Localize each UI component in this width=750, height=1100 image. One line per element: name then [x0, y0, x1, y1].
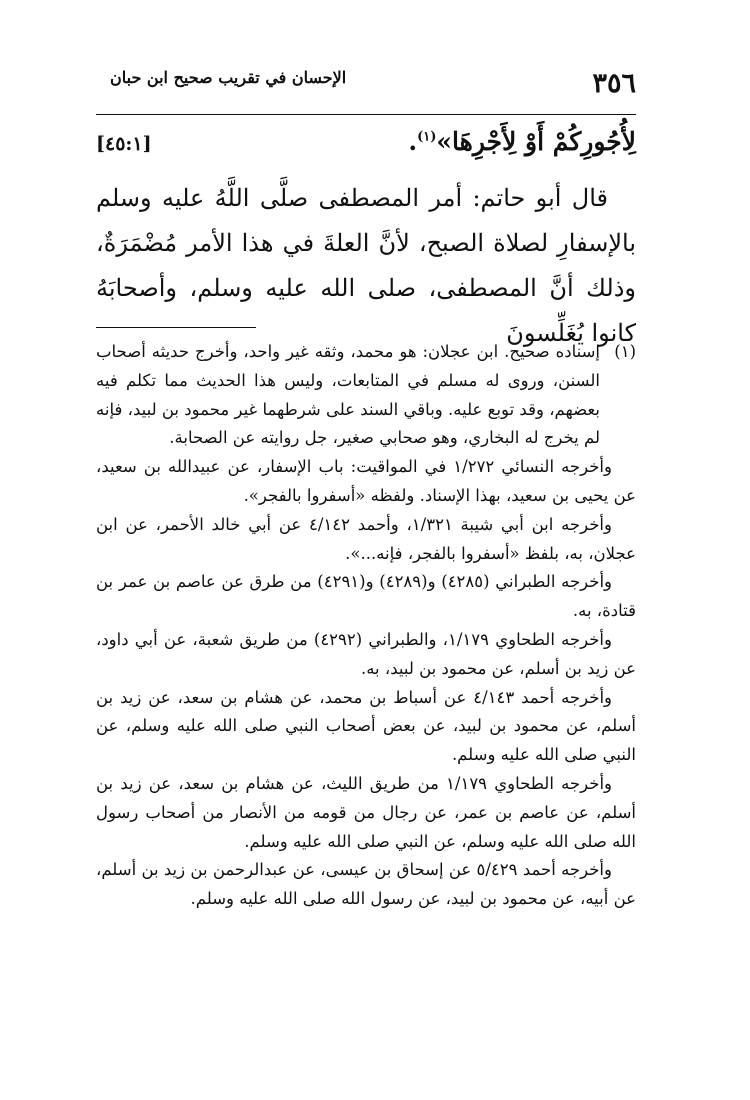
footnote-paragraph: وأخرجه أحمد ٥/٤٢٩ عن إسحاق بن عيسى، عن عبدالرحمن بن زيد بن أسلم، عن أبيه، عن محمود بن لبيد، عن رسول الله صلى الله عليه وسلم.: [96, 860, 636, 909]
footnote-paragraph: وأخرجه الطبراني (٤٢٨٥) و(٤٢٨٩) و(٤٢٩١) من طرق عن عاصم بن عمر بن قتادة، به.: [96, 572, 636, 621]
footnotes-block: [96, 338, 636, 914]
footnote-1: [96, 338, 636, 453]
footnote-paragraph: وأخرجه الطحاوي ١/١٧٩ من طريق الليث، عن هشام بن سعد، عن زيد بن أسلم، عن عاصم بن عمر، عن رجال من قومه من الأنصار من أصحاب رسول الله صلى الله عليه وسلم، عن النبي صلى الله عليه وسلم.: [96, 773, 636, 851]
footnote-paragraph: وأخرجه ابن أبي شيبة ١/٣٢١، وأحمد ٤/١٤٢ عن أبي خالد الأحمر، عن ابن عجلان، به، بلفظ «أسفروا بالفجر، فإنه...».: [96, 514, 636, 563]
footnote-paragraph: وأخرجه الطحاوي ١/١٧٩، والطبراني (٤٢٩٢) من طريق شعبة، عن أبي داود، عن زيد بن أسلم، عن محمود بن لبيد، به.: [96, 629, 636, 678]
book-page: [96, 0, 636, 1100]
commentary-block: [96, 176, 636, 356]
hadith-ending: [96, 125, 636, 165]
running-header: [96, 58, 636, 108]
footnote-number: (١): [614, 342, 636, 361]
hadith-reference: [٤٥:١]: [96, 133, 152, 155]
header-divider: [96, 114, 636, 115]
footnote-1-text: إسناده صحيح. ابن عجلان: هو محمد، وثقه غير واحد، وأخرج حديثه أصحاب السنن، وروى له مسلم في المتابعات، وليس هذا الحديث مما تكلم فيه بعضهم، وقد توبع عليه. وباقي السند على شرطهما غير محمود بن لبيد، فإنه لم يخرج له البخاري، وهو صحابي صغير، جل روايته عن الصحابة.: [96, 342, 600, 448]
footnote-divider: [96, 327, 256, 328]
running-title: الإحسان في تقريب صحيح ابن حبان: [110, 68, 347, 87]
hadith-words: لِأُجُورِكُمْ أَوْ لِأَجْرِهَا»: [436, 127, 636, 156]
footnote-marker-inline: (١): [417, 129, 437, 145]
hadith-period: .: [408, 127, 418, 156]
page-number: ٣٥٦: [592, 68, 636, 99]
commentary-paragraph: قال أبو حاتم: أمر المصطفى صلَّى اللَّهُ عليه وسلم بالإسفارِ لصلاة الصبح، لأنَّ العلةَ في هذا الأمر مُضْمَرَةٌ، وذلك أنَّ المصطفى، صلى الله عليه وسلم، وأصحابَهُ كانوا يُغَلِّسونَ: [96, 184, 636, 347]
footnote-paragraph: وأخرجه أحمد ٤/١٤٣ عن أسباط بن محمد، عن هشام بن سعد، عن زيد بن أسلم، عن محمود بن لبيد، عن بعض أصحاب النبي صلى الله عليه وسلم، عن النبي صلى الله عليه وسلم.: [96, 687, 636, 765]
footnote-paragraph: وأخرجه النسائي ١/٢٧٢ في المواقيت: باب الإسفار، عن عبيدالله بن سعيد، عن يحيى بن سعيد، بهذا الإسناد. ولفظه «أسفروا بالفجر».: [96, 457, 636, 505]
hadith-ending-text: [408, 127, 636, 156]
